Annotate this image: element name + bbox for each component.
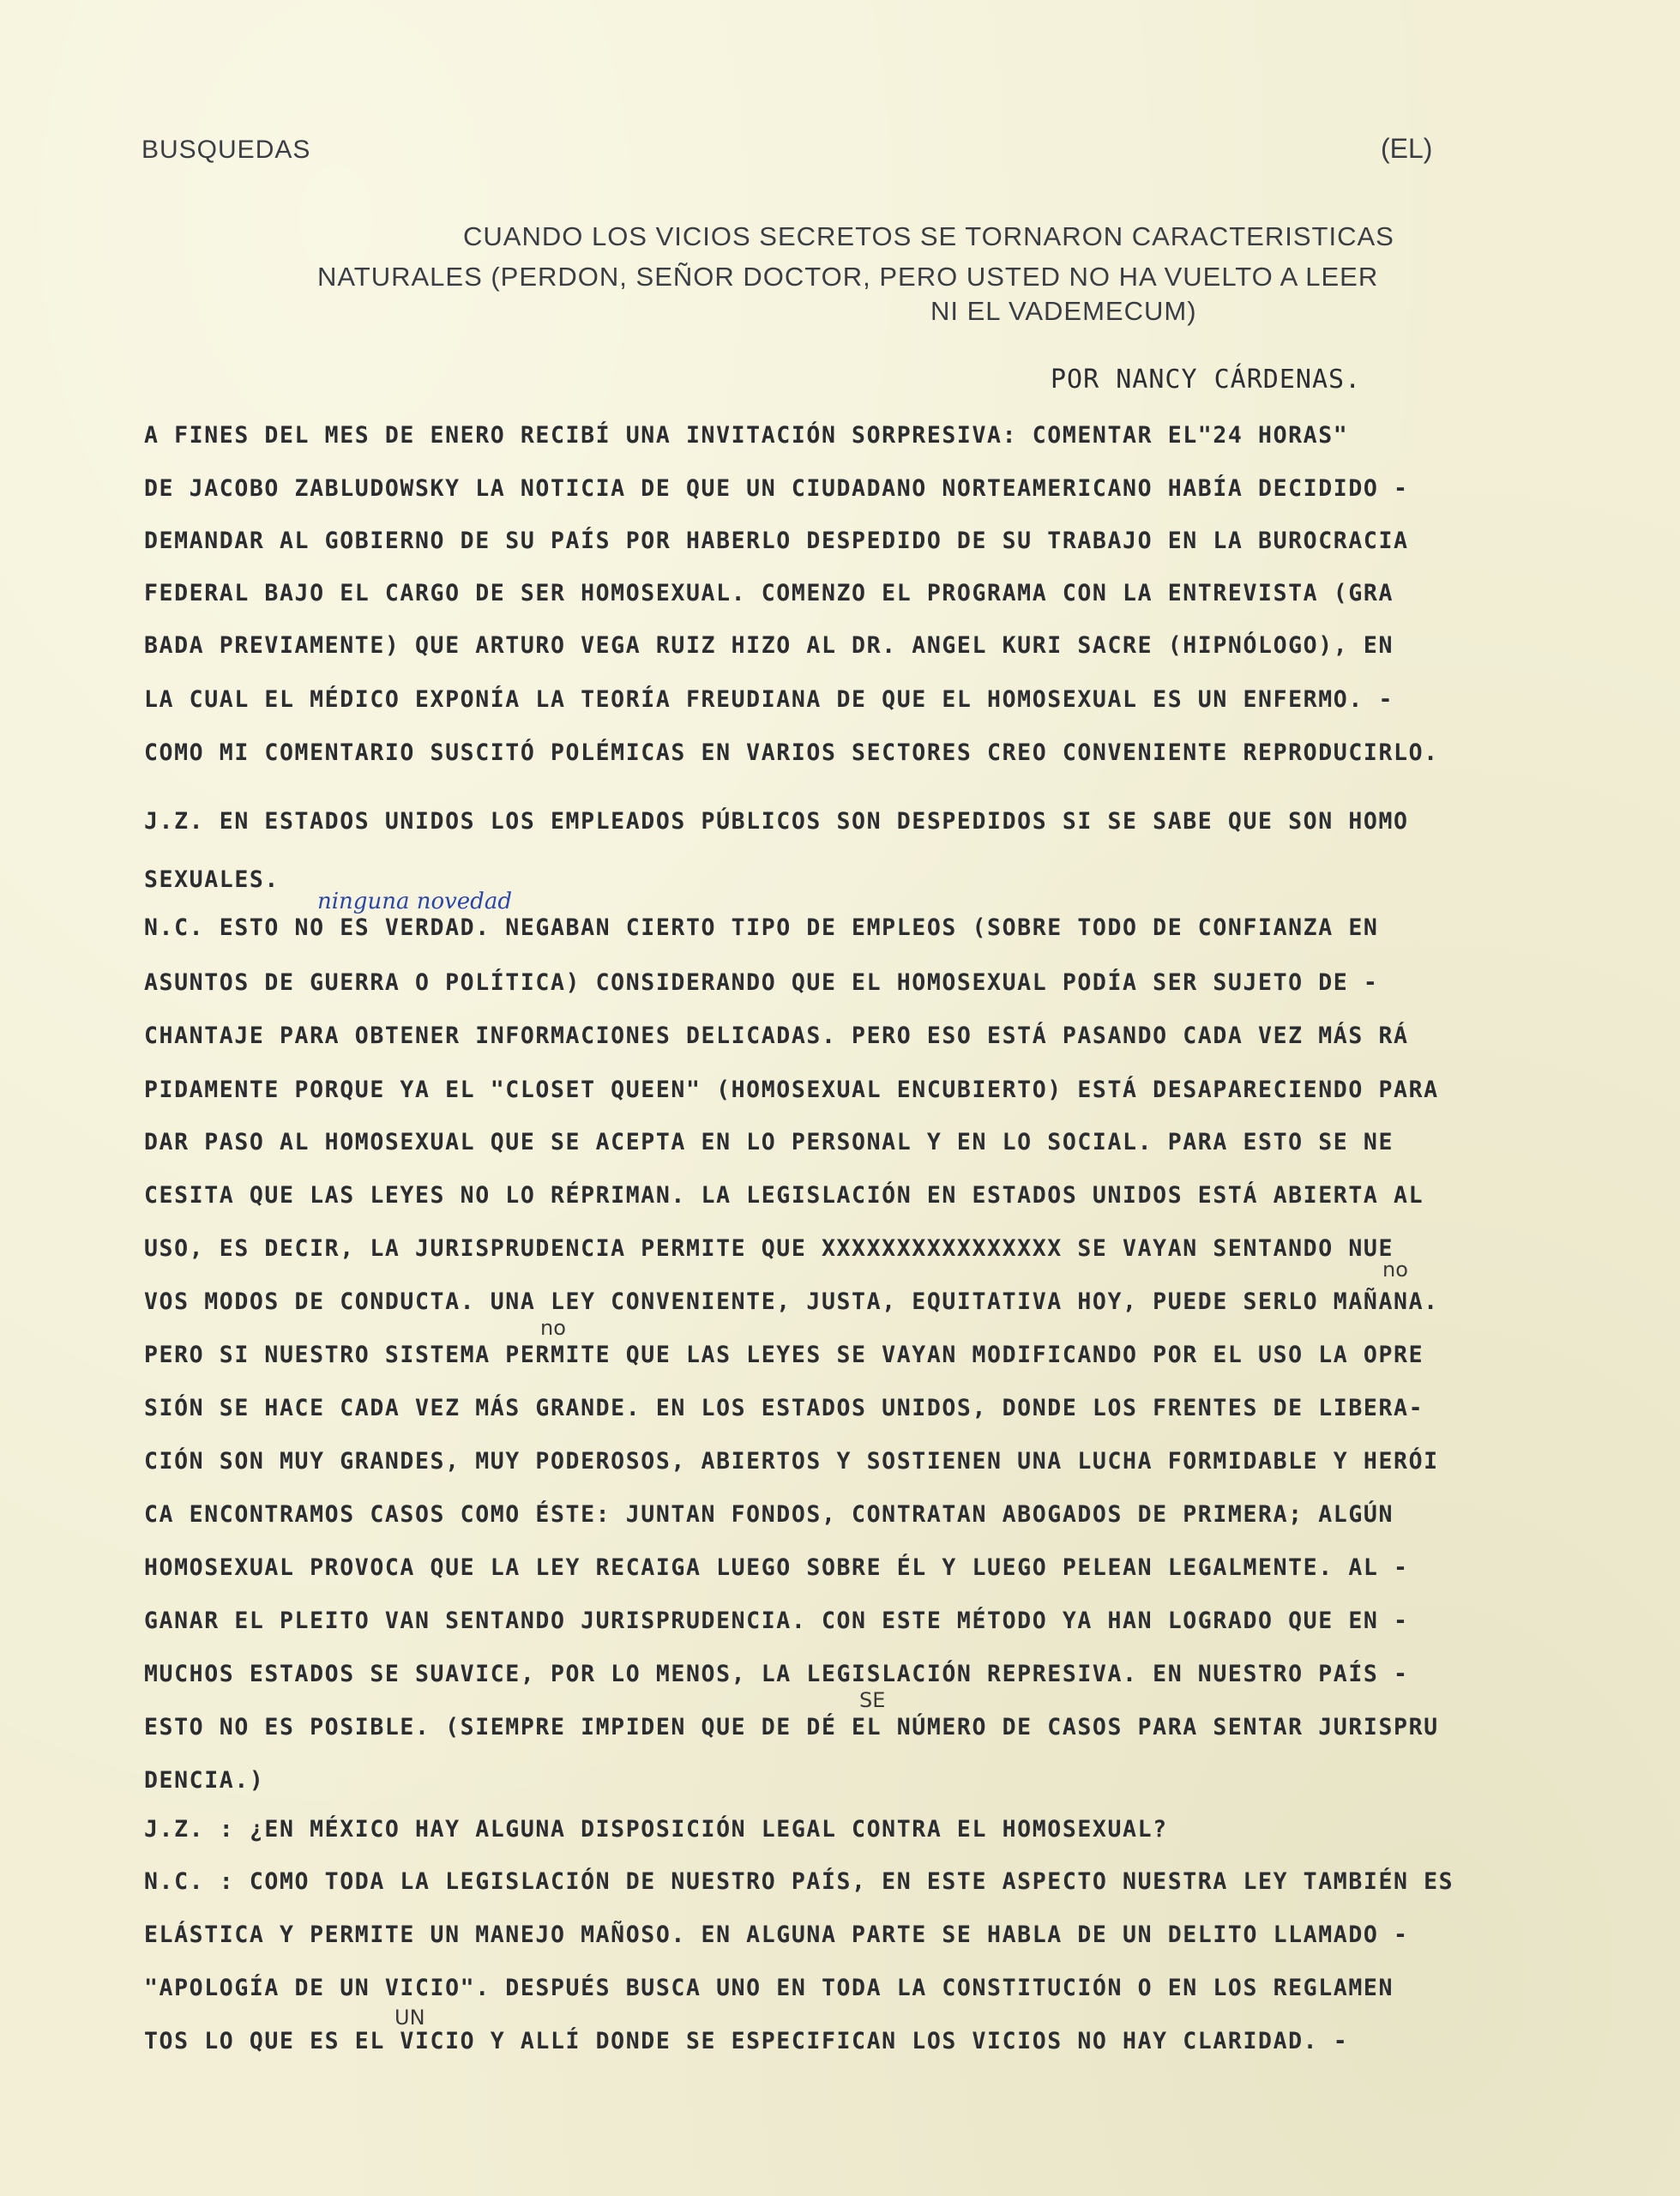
body-line: USO, ES DECIR, LA JURISPRUDENCIA PERMITE QUE XXXXXXXXXXXXXXXX SE VAYAN SENTANDO NUE	[144, 1235, 1394, 1262]
title-line-1: CUANDO LOS VICIOS SECRETOS SE TORNARON CARACTERISTICAS	[463, 221, 1394, 251]
body-line: PIDAMENTE PORQUE YA EL "CLOSET QUEEN" (HOMOSEXUAL ENCUBIERTO) ESTÁ DESAPARECIENDO PARA	[144, 1077, 1439, 1103]
body-line: SEXUALES.	[144, 866, 280, 893]
byline: POR NANCY CÁRDENAS.	[1051, 365, 1362, 395]
handwritten-insertion: no	[540, 1316, 566, 1340]
body-line: LA CUAL EL MÉDICO EXPONÍA LA TEORÍA FREUDIANA DE QUE EL HOMOSEXUAL ES UN ENFERMO. -	[144, 686, 1394, 713]
body-line: CESITA QUE LAS LEYES NO LO RÉPRIMAN. LA LEGISLACIÓN EN ESTADOS UNIDOS ESTÁ ABIERTA AL	[144, 1182, 1424, 1209]
body-line: DAR PASO AL HOMOSEXUAL QUE SE ACEPTA EN LO PERSONAL Y EN LO SOCIAL. PARA ESTO SE NE	[144, 1129, 1394, 1155]
body-line: HOMOSEXUAL PROVOCA QUE LA LEY RECAIGA LUEGO SOBRE ÉL Y LUEGO PELEAN LEGALMENTE. AL -	[144, 1554, 1409, 1581]
body-line: ASUNTOS DE GUERRA O POLÍTICA) CONSIDERANDO QUE EL HOMOSEXUAL PODÍA SER SUJETO DE -	[144, 969, 1379, 996]
body-line: ESTO NO ES POSIBLE. (SIEMPRE IMPIDEN QUE DE DÉ EL NÚMERO DE CASOS PARA SENTAR JURISPRU	[144, 1714, 1439, 1741]
title-line-2: NATURALES (PERDON, SEÑOR DOCTOR, PERO USTED NO HA VUELTO A LEER	[317, 262, 1379, 292]
handwritten-insertion: no	[1382, 1258, 1408, 1282]
handwritten-insertion: UN	[394, 2006, 425, 2030]
body-line: DENCIA.)	[144, 1767, 265, 1794]
body-line: DE JACOBO ZABLUDOWSKY LA NOTICIA DE QUE UN CIUDADANO NORTEAMERICANO HABÍA DECIDIDO -	[144, 475, 1409, 502]
body-line: GANAR EL PLEITO VAN SENTANDO JURISPRUDENCIA. CON ESTE MÉTODO YA HAN LOGRADO QUE EN -	[144, 1608, 1409, 1634]
body-line: "APOLOGÍA DE UN VICIO". DESPUÉS BUSCA UNO EN TODA LA CONSTITUCIÓN O EN LOS REGLAMEN	[144, 1975, 1394, 2001]
body-line: CA ENCONTRAMOS CASOS COMO ÉSTE: JUNTAN FONDOS, CONTRATAN ABOGADOS DE PRIMERA; ALGÚN	[144, 1501, 1394, 1528]
handwritten-correction: ninguna novedad	[317, 889, 512, 914]
body-line: CIÓN SON MUY GRANDES, MUY PODEROSOS, ABIERTOS Y SOSTIENEN UNA LUCHA FORMIDABLE Y HERÓI	[144, 1448, 1439, 1475]
handwritten-insertion: SE	[859, 1688, 886, 1712]
body-line: FEDERAL BAJO EL CARGO DE SER HOMOSEXUAL. COMENZO EL PROGRAMA CON LA ENTREVISTA (GRA	[144, 580, 1394, 606]
publication-mark: (EL)	[1381, 133, 1433, 164]
body-line: J.Z. EN ESTADOS UNIDOS LOS EMPLEADOS PÚBLICOS SON DESPEDIDOS SI SE SABE QUE SON HOMO	[144, 808, 1409, 835]
body-line: VOS MODOS DE CONDUCTA. UNA LEY CONVENIENTE, JUSTA, EQUITATIVA HOY, PUEDE SERLO MAÑANA.	[144, 1288, 1439, 1315]
body-line: MUCHOS ESTADOS SE SUAVICE, POR LO MENOS, LA LEGISLACIÓN REPRESIVA. EN NUESTRO PAÍS -	[144, 1661, 1409, 1687]
body-line: N.C. : COMO TODA LA LEGISLACIÓN DE NUESTRO PAÍS, EN ESTE ASPECTO NUESTRA LEY TAMBIÉN ES	[144, 1868, 1454, 1895]
body-line: N.C. ESTO NO ES VERDAD. NEGABAN CIERTO TIPO DE EMPLEOS (SOBRE TODO DE CONFIANZA EN	[144, 914, 1379, 941]
body-line: SIÓN SE HACE CADA VEZ MÁS GRANDE. EN LOS ESTADOS UNIDOS, DONDE LOS FRENTES DE LIBERA-	[144, 1395, 1424, 1421]
body-line: TOS LO QUE ES EL VICIO Y ALLÍ DONDE SE ESPECIFICAN LOS VICIOS NO HAY CLARIDAD. -	[144, 2028, 1349, 2054]
title-line-3: NI EL VADEMECUM)	[930, 296, 1197, 326]
body-line: J.Z. : ¿EN MÉXICO HAY ALGUNA DISPOSICIÓN LEGAL CONTRA EL HOMOSEXUAL?	[144, 1816, 1168, 1843]
body-line: ELÁSTICA Y PERMITE UN MANEJO MAÑOSO. EN ALGUNA PARTE SE HABLA DE UN DELITO LLAMADO -	[144, 1922, 1409, 1948]
body-line: A FINES DEL MES DE ENERO RECIBÍ UNA INVITACIÓN SORPRESIVA: COMENTAR EL"24 HORAS"	[144, 422, 1349, 449]
section-label: BUSQUEDAS	[142, 136, 311, 164]
body-line: BADA PREVIAMENTE) QUE ARTURO VEGA RUIZ HIZO AL DR. ANGEL KURI SACRE (HIPNÓLOGO), EN	[144, 632, 1394, 659]
body-line: DEMANDAR AL GOBIERNO DE SU PAÍS POR HABERLO DESPEDIDO DE SU TRABAJO EN LA BUROCRACIA	[144, 528, 1409, 554]
body-line: COMO MI COMENTARIO SUSCITÓ POLÉMICAS EN VARIOS SECTORES CREO CONVENIENTE REPRODUCIRLO.	[144, 739, 1439, 766]
body-line: CHANTAJE PARA OBTENER INFORMACIONES DELICADAS. PERO ESO ESTÁ PASANDO CADA VEZ MÁS RÁ	[144, 1023, 1409, 1049]
body-line: PERO SI NUESTRO SISTEMA PERMITE QUE LAS LEYES SE VAYAN MODIFICANDO POR EL USO LA OPRE	[144, 1342, 1424, 1368]
